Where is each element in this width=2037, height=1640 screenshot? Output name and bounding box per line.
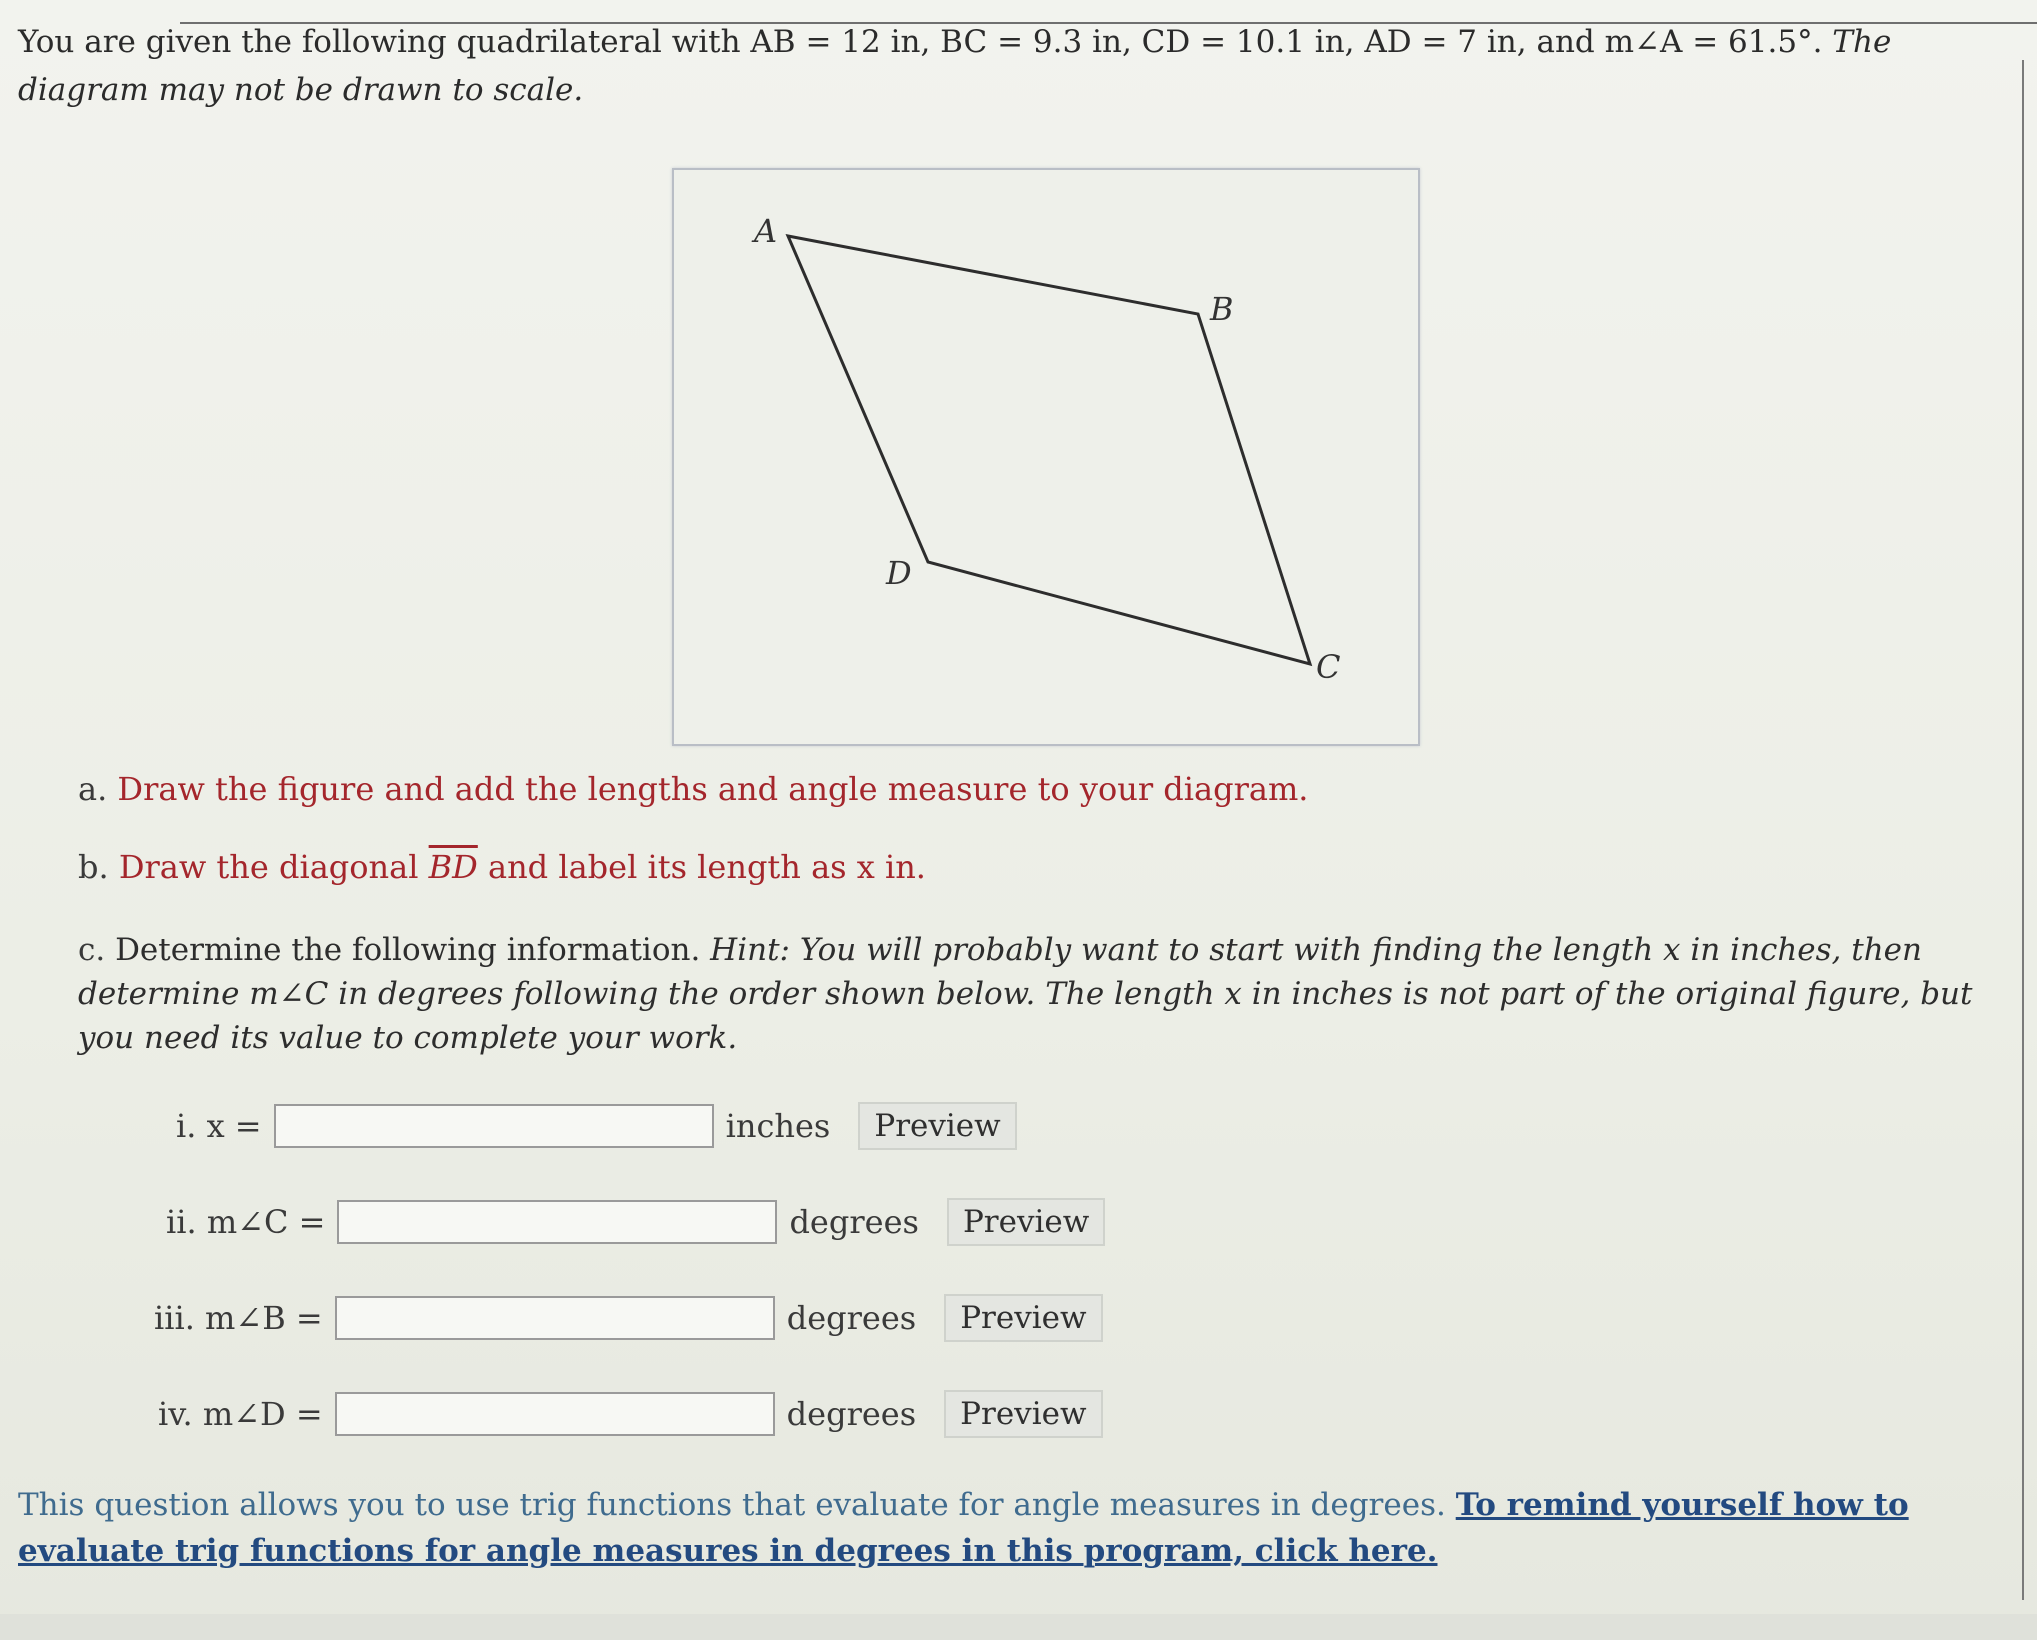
vertex-label-d: D bbox=[886, 554, 912, 592]
answer-label: iii. m∠B = bbox=[154, 1299, 323, 1337]
angle-b-input[interactable] bbox=[335, 1296, 775, 1340]
quadrilateral-svg bbox=[674, 170, 1418, 744]
unit-label: degrees bbox=[786, 1395, 917, 1433]
bottom-strip bbox=[0, 1614, 2037, 1640]
question-c-text: Determine the following information. bbox=[115, 932, 701, 968]
problem-statement: You are given the following quadrilateral with AB = 12 in, BC = 9.3 in, CD = 10.1 in, AD = 7 in, and m∠A = 61.5°. bbox=[18, 24, 1823, 60]
divider bbox=[2022, 60, 2024, 1600]
vertex-label-c: C bbox=[1316, 648, 1341, 686]
answer-row-angle-c bbox=[166, 1198, 1105, 1246]
answer-row-angle-d bbox=[158, 1390, 1103, 1438]
answer-label: i. x = bbox=[176, 1107, 262, 1145]
vertex-label-b: B bbox=[1210, 290, 1234, 328]
footer-text: This question allows you to use trig functions that evaluate for angle measures in degrees. bbox=[18, 1487, 1446, 1523]
question-c-label: c. bbox=[78, 932, 106, 968]
question-b-label: b. bbox=[78, 848, 109, 886]
question-a-text: Draw the figure and add the lengths and angle measure to your diagram. bbox=[117, 770, 1309, 808]
trig-help-link[interactable]: To remind yourself how to evaluate trig functions for angle measures in degrees in this program, click here. bbox=[18, 1487, 1909, 1569]
answer-row-x bbox=[176, 1102, 1017, 1150]
question-c-hint: Hint: You will probably want to start with finding the length x in inches, then determine m∠C in degrees following the order shown below. The length x in inches is not part of the original figure, but you need its value to complete your work. bbox=[78, 932, 1973, 1056]
question-c bbox=[78, 928, 2008, 1060]
angle-d-input[interactable] bbox=[335, 1392, 775, 1436]
problem-intro bbox=[18, 18, 2018, 114]
answer-label: iv. m∠D = bbox=[158, 1395, 323, 1433]
scale-note: The diagram may not be drawn to scale. bbox=[18, 24, 1892, 108]
unit-label: inches bbox=[725, 1107, 831, 1145]
x-length-input[interactable] bbox=[274, 1104, 714, 1148]
preview-button[interactable]: Preview bbox=[858, 1102, 1016, 1150]
answer-label: ii. m∠C = bbox=[166, 1203, 326, 1241]
vertex-label-a: A bbox=[754, 212, 778, 250]
unit-label: degrees bbox=[789, 1203, 919, 1241]
question-a-label: a. bbox=[78, 770, 108, 808]
segment-bd: $\overline{BD}$ bbox=[428, 848, 478, 886]
angle-c-input[interactable] bbox=[337, 1200, 777, 1244]
question-b bbox=[78, 848, 926, 886]
question-b-text-before: Draw the diagonal bbox=[118, 848, 419, 886]
footer-note bbox=[18, 1482, 2008, 1574]
question-a bbox=[78, 770, 1308, 808]
preview-button[interactable]: Preview bbox=[947, 1198, 1105, 1246]
unit-label: degrees bbox=[786, 1299, 917, 1337]
preview-button[interactable]: Preview bbox=[944, 1390, 1102, 1438]
preview-button[interactable]: Preview bbox=[944, 1294, 1102, 1342]
question-b-text-after: and label its length as x in. bbox=[487, 848, 926, 886]
answer-row-angle-b bbox=[154, 1294, 1103, 1342]
quadrilateral-figure bbox=[672, 168, 1420, 746]
